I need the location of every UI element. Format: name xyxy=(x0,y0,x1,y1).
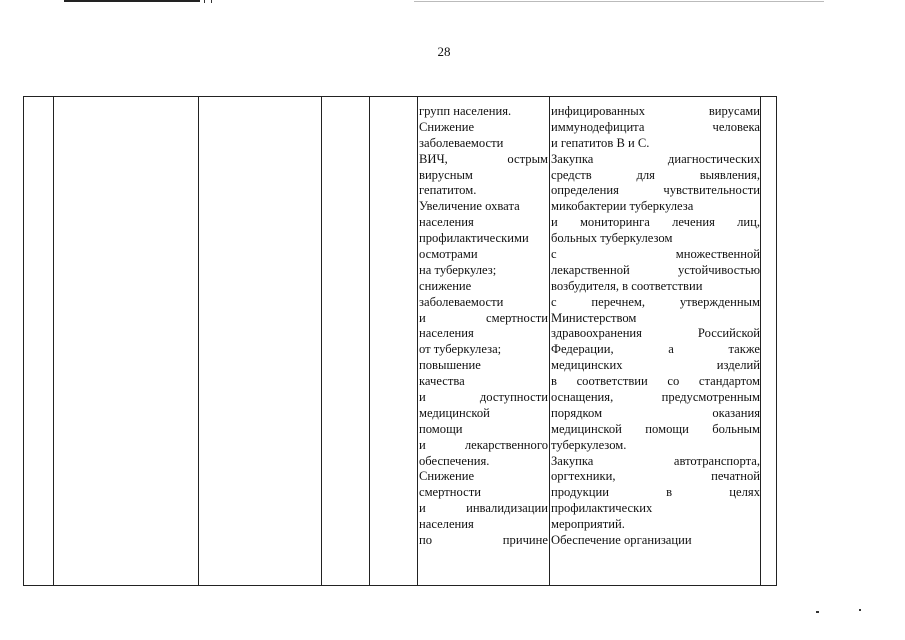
table-cell-line: оргтехники, печатной xyxy=(551,469,760,484)
table-cell-line: мероприятий. xyxy=(551,517,625,532)
table-cell-line: качества xyxy=(419,374,465,389)
table-cell-line: повышение xyxy=(419,358,481,373)
table-cell-line: заболеваемости xyxy=(419,294,504,309)
column-divider xyxy=(369,97,370,585)
table-cell-line: в соответствии со стандартом xyxy=(551,374,760,389)
table-cell-line: оснащения, предусмотренным xyxy=(551,390,760,405)
table-cell-line: вирусным xyxy=(419,167,473,182)
page-number: 28 xyxy=(437,44,451,59)
table-cell-line: средств для выявления, xyxy=(551,167,760,182)
table-cell-line: медицинских изделий xyxy=(551,358,760,373)
table-cell-line: и лекарственного xyxy=(419,437,548,452)
table-cell-line: с множественной xyxy=(551,247,760,262)
table-cell-line: осмотрами xyxy=(419,247,478,262)
table-cell-line: медицинской xyxy=(419,405,490,420)
header-rule-right xyxy=(414,1,824,2)
table-cell-line: микобактерии туберкулеза xyxy=(551,199,694,214)
table-cell-line: профилактических xyxy=(551,501,653,516)
table-cell-line: с перечнем, утвержденным xyxy=(551,294,760,309)
scan-speck xyxy=(859,609,861,611)
column-divider xyxy=(53,97,54,585)
table-cell-line: Федерации, а также xyxy=(551,342,760,357)
column-activities xyxy=(551,104,760,549)
table-cell-line: здравоохранения Российской xyxy=(551,326,760,341)
header-rule-tick xyxy=(204,0,212,3)
column-divider xyxy=(321,97,322,585)
scan-speck xyxy=(816,611,819,613)
table-cell-line: Закупка автотранспорта, xyxy=(551,453,760,468)
table-cell-line: и гепатитов В и С. xyxy=(551,135,650,150)
table-cell-line: иммунодефицита человека xyxy=(551,119,760,134)
table-cell-line: Министерством xyxy=(551,310,637,325)
table-cell-line: лекарственной устойчивостью xyxy=(551,262,760,277)
column-divider xyxy=(198,97,199,585)
header-rule-left xyxy=(64,0,200,2)
table-cell-line: Снижение xyxy=(419,119,475,134)
column-expected-results xyxy=(419,104,548,549)
content-table xyxy=(23,96,777,586)
column-divider xyxy=(760,97,761,585)
table-cell-line: Увеличение охвата xyxy=(419,199,520,214)
table-cell-line: по причине xyxy=(419,533,548,548)
table-cell-line: Закупка диагностических xyxy=(551,151,760,166)
table-cell-line: возбудителя, в соответствии xyxy=(551,278,703,293)
table-cell-line: населения xyxy=(419,517,474,532)
table-cell-line: туберкулезом. xyxy=(551,437,627,452)
table-cell-line: порядком оказания xyxy=(551,405,760,420)
table-cell-line: и инвалидизации xyxy=(419,501,548,516)
table-cell-line: Снижение xyxy=(419,469,475,484)
table-cell-line: на туберкулез; xyxy=(419,262,497,277)
column-divider xyxy=(417,97,418,585)
table-cell-line: населения xyxy=(419,326,474,341)
table-cell-line: профилактическими xyxy=(419,231,529,246)
table-cell-line: определения чувствительности xyxy=(551,183,760,198)
table-cell-line: гепатитом. xyxy=(419,183,477,198)
table-cell-line: ВИЧ, острым xyxy=(419,151,548,166)
table-cell-line: больных туберкулезом xyxy=(551,231,673,246)
column-divider xyxy=(549,97,550,585)
table-cell-line: от туберкулеза; xyxy=(419,342,502,357)
table-cell-line: медицинской помощи больным xyxy=(551,421,760,436)
table-cell-line: населения xyxy=(419,215,474,230)
table-cell-line: и смертности xyxy=(419,310,548,325)
table-cell-line: и доступности xyxy=(419,390,548,405)
table-cell-line: групп населения. xyxy=(419,104,512,118)
table-cell-line: и мониторинга лечения лиц, xyxy=(551,215,760,230)
table-cell-line: инфицированных вирусами xyxy=(551,104,760,118)
table-cell-line: заболеваемости xyxy=(419,135,504,150)
table-cell-line: продукции в целях xyxy=(551,485,760,500)
table-cell-line: помощи xyxy=(419,421,463,436)
table-cell-line: смертности xyxy=(419,485,481,500)
table-cell-line: Обеспечение организации xyxy=(551,533,692,548)
table-cell-line: обеспечения. xyxy=(419,453,490,468)
table-cell-line: снижение xyxy=(419,278,472,293)
